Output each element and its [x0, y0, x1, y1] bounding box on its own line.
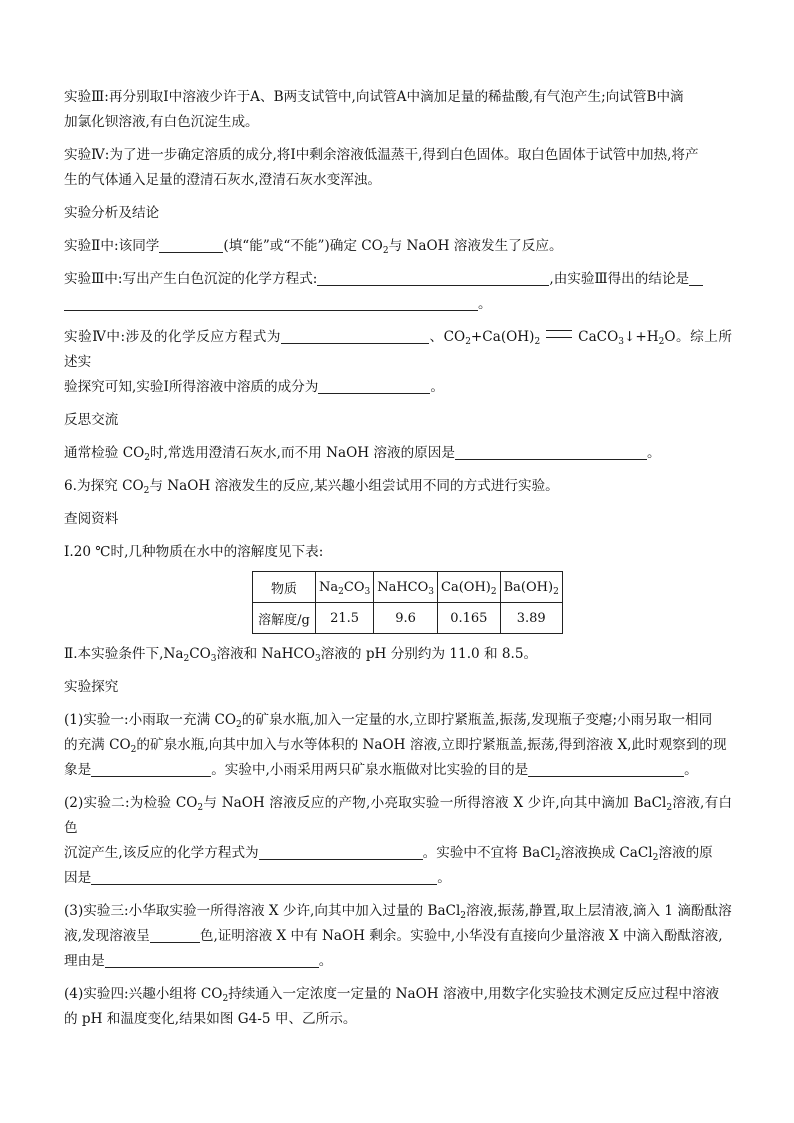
table-cell: 3.89 [500, 603, 562, 634]
answer-blank[interactable] [528, 760, 684, 777]
answer-blank[interactable] [689, 269, 703, 286]
text: 溶液换成 CaCl [560, 845, 653, 861]
table-header-cell: NaHCO$_3$ [374, 572, 438, 603]
text: 象是 [64, 762, 92, 778]
answer-blank[interactable] [159, 236, 223, 253]
exp3-line1: 实验Ⅲ:再分别取Ⅰ中溶液少许于A、B两支试管中,向试管A中滴加足量的稀盐酸,有气泡产生;向试管B中滴 [64, 89, 684, 105]
answer-blank[interactable] [150, 926, 200, 943]
exp4-line2: 生的气体通入足量的澄清石灰水,澄清石灰水变浑浊。 [64, 172, 381, 188]
text: (2)实验二:为检验 CO [64, 795, 198, 811]
exp3-paragraph [64, 85, 732, 135]
subscript: 2 [658, 337, 665, 347]
text: 。 [684, 762, 698, 778]
text: 理由是 [64, 953, 105, 969]
text: 的充满 CO [64, 737, 131, 753]
text: 通常检验 CO [64, 445, 145, 461]
subscript: 2 [534, 337, 541, 347]
document-page [64, 85, 732, 1040]
text: (填“能”或“不能”)确定 CO [223, 238, 383, 254]
reflect-question [64, 441, 732, 466]
answer-blank[interactable] [64, 294, 478, 311]
table-row [253, 603, 563, 634]
question-exp2 [64, 234, 732, 259]
text: 沉淀产生,该反应的化学方程式为 [64, 845, 259, 861]
text: 的 pH 和温度变化,结果如图 G4-5 甲、乙所示。 [64, 1011, 357, 1027]
answer-blank[interactable] [91, 760, 211, 777]
info-1: Ⅰ.20 ℃时,几种物质在水中的溶解度见下表: [64, 544, 324, 560]
sub-question-4: (4)实验四:兴趣小组将 $CO_2$持续通入一定浓度一定量的 NaOH 溶液中,用数字化实验技术测定反应过程中溶液 的 pH 和温度变化,结果如图 G4-5 甲、乙所示。 [64, 986, 720, 1027]
text: 与 NaOH 溶液发生的反应,某兴趣小组尝试用不同的方式进行实验。 [149, 478, 559, 494]
text: 溶液的原 [658, 845, 713, 861]
text: (3)实验三:小华取实验一所得溶液 X 少许,向其中加入过量的 BaCl [64, 903, 461, 919]
table-header-cell: $Ca(OH)_2$ [438, 572, 501, 603]
text: Ⅱ.本实验条件下,Na [64, 646, 184, 662]
info-2: Ⅱ.本实验条件下$,Na_2CO_3$溶液和 NaHCO$_3$溶液的 pH 分别约为 11.0 和 8.5。 [64, 646, 538, 664]
table-header-cell: $Ba(OH)_2$ [500, 572, 562, 603]
text: 溶液,振荡,静置,取上层清液,滴入 1 滴酚酞溶 [466, 903, 732, 919]
text: +Ca(OH) [470, 329, 535, 345]
table-cell: 0.165 [438, 603, 501, 634]
table-row-label: 溶解度/g [253, 603, 316, 634]
answer-blank[interactable] [105, 951, 319, 968]
question-exp4 [64, 325, 732, 400]
text: 验探究可知,实验Ⅰ所得溶液中溶质的成分为 [64, 379, 319, 395]
subscript: 2 [382, 246, 389, 256]
text: ,由实验Ⅲ得出的结论是 [549, 271, 690, 287]
answer-blank[interactable] [455, 443, 647, 460]
subscript: 3 [618, 337, 624, 347]
text: 的矿泉水瓶,加入一定量的水,立即拧紧瓶盖,振荡,发现瓶子变瘪;小雨另取一相同 [241, 712, 713, 728]
text: 因是 [64, 870, 92, 886]
sub-question-2: (2)实验二:为检验 $CO_2$与 NaOH 溶液反应的产物,小亮取实验一所得溶液 X 少许,向其中滴加 BaCl$_2$溶液,有白色 沉淀产生,该反应的化学方程式为 。实验中不宜将 BaCl$_2$溶液换成 CaCl$_2$溶液的原 因是 。 [64, 795, 733, 886]
exp3-line2: 加氯化钡溶液,有白色沉淀生成。 [64, 114, 259, 130]
text: 、CO [428, 329, 466, 345]
table-header-row [253, 572, 563, 603]
text: 时,常选用澄清石灰水,而不用 NaOH 溶液的原因是 [149, 445, 455, 461]
text: 持续通入一定浓度一定量的 NaOH 溶液中,用数字化实验技术测定反应过程中溶液 [228, 986, 720, 1002]
text: 实验Ⅳ中:涉及的化学反应方程式为 [64, 329, 281, 345]
answer-blank[interactable] [318, 377, 430, 394]
exp4-line1: 实验Ⅳ:为了进一步确定溶质的成分,将Ⅰ中剩余溶液低温蒸干,得到白色固体。取白色固体于试管中加热,将产 [64, 147, 699, 163]
subscript: 2 [143, 486, 150, 496]
equation-sign [546, 330, 572, 338]
text: 。 [318, 953, 333, 969]
answer-blank[interactable] [281, 327, 429, 344]
text: 液,发现溶液呈 [64, 928, 150, 944]
text: 与 NaOH 溶液反应的产物,小亮取实验一所得溶液 X 少许,向其中滴加 BaCl [203, 795, 667, 811]
sub-question-1: (1)实验一:小雨取一充满 $CO_2$的矿泉水瓶,加入一定量的水,立即拧紧瓶盖,振荡,发现瓶子变瘪;小雨另取一相同 的充满 $CO_2$的矿泉水瓶,向其中加入与水等体积的 NaOH 溶液,立即拧紧瓶盖,振荡,得到溶液 X,此时观察到的现 象是 。实验中,小雨采用两只矿泉水瓶做对比实验的目的是 。 [64, 712, 727, 778]
answer-blank[interactable] [259, 843, 423, 860]
text: 。实验中,小雨采用两只矿泉水瓶做对比实验的目的是 [211, 762, 529, 778]
text: 的矿泉水瓶,向其中加入与水等体积的 NaOH 溶液,立即拧紧瓶盖,振荡,得到溶液 X,此时观察到的现 [136, 737, 727, 753]
text: 。 [646, 445, 661, 461]
text: 。 [478, 296, 492, 312]
question-exp3 [64, 267, 732, 317]
text: 实验Ⅱ中:该同学 [64, 238, 160, 254]
text: 与 NaOH 溶液发生了反应。 [388, 238, 563, 254]
text: 。实验中不宜将 BaCl [422, 845, 555, 861]
subscript: 2 [144, 453, 150, 463]
sub-question-3: (3)实验三:小华取实验一所得溶液 X 少许,向其中加入过量的 BaCl$_2$溶液,振荡,静置,取上层清液,滴入 1 滴酚酞溶 液,发现溶液呈 色,证明溶液 X 中有 NaOH 剩余。实验中,小华没有直接向少量溶液 X 中滴入酚酞溶液, 理由是 。 [64, 903, 732, 969]
text: O。综上所述实 [64, 329, 732, 370]
text: 。 [437, 870, 451, 886]
text: 溶液和 NaHCO [216, 646, 315, 662]
text: 6.为探究 CO [64, 478, 144, 494]
subscript: 2 [465, 337, 471, 347]
question-6 [64, 474, 732, 499]
table-header-cell: 物质 [253, 572, 316, 603]
analysis-heading: 实验分析及结论 [64, 205, 160, 221]
text: 溶液的 pH 分别约为 11.0 和 8.5。 [320, 646, 538, 662]
text: 。 [430, 379, 444, 395]
reflect-heading: 反思交流 [64, 412, 119, 428]
lookup-heading: 查阅资料 [64, 511, 119, 527]
table-cell: 9.6 [374, 603, 438, 634]
answer-blank[interactable] [317, 269, 549, 286]
explore-heading: 实验探究 [64, 679, 119, 695]
table-header-cell: $Na_2CO_3$ [316, 572, 374, 603]
text: 色,证明溶液 X 中有 NaOH 剩余。实验中,小华没有直接向少量溶液 X 中滴入酚酞溶液, [199, 928, 723, 944]
text: 溶液,有白色 [64, 795, 733, 836]
text: ↓+H [623, 329, 659, 345]
exp4-paragraph [64, 143, 732, 193]
answer-blank[interactable] [91, 868, 437, 885]
text: (1)实验一:小雨取一充满 CO [64, 712, 237, 728]
text: 实验Ⅲ中:写出产生白色沉淀的化学方程式: [64, 271, 318, 287]
solubility-table [252, 571, 563, 634]
text: (4)实验四:兴趣小组将 CO [64, 986, 223, 1002]
table-cell: 21.5 [316, 603, 374, 634]
text: CaCO [578, 329, 619, 345]
